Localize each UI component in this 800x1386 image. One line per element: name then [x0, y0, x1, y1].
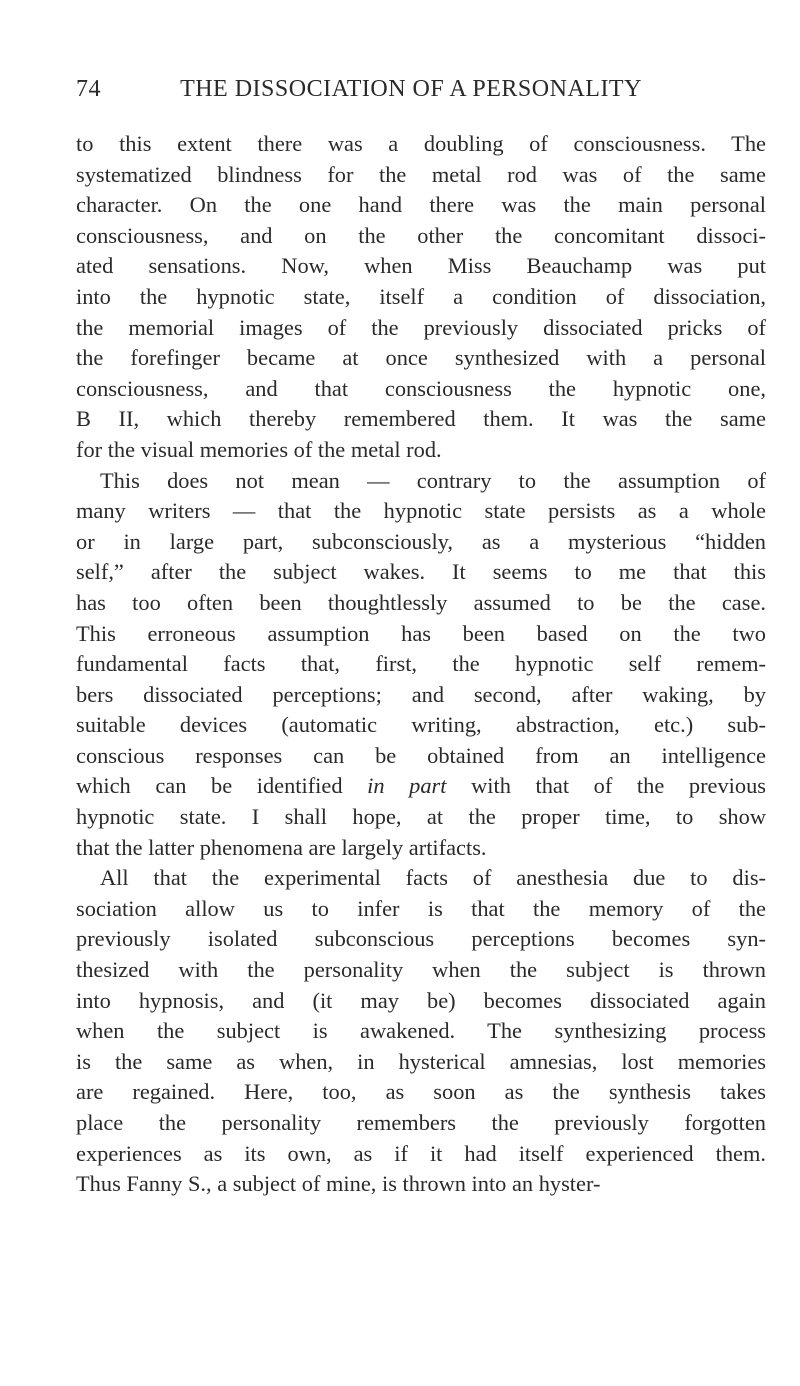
text-line: experiences as its own, as if it had itself experienced them.	[76, 1140, 766, 1166]
text-line: B II, which thereby remembered them. It was the same	[76, 406, 766, 432]
text-line: the forefinger became at once synthesized with a personal	[76, 345, 766, 371]
text-line: place the personality remembers the previously forgotten	[76, 1110, 766, 1135]
text-line: This erroneous assumption has been based on the two	[76, 620, 766, 646]
text-line: has too often been thoughtlessly assumed to be the case.	[76, 589, 766, 615]
text-line: sociation allow us to infer is that the memory of the	[76, 895, 766, 921]
running-head	[76, 76, 726, 106]
text-line: fundamental facts that, first, the hypnotic self remem-	[76, 651, 766, 677]
text-line: thesized with the personality when the subject is thrown	[76, 957, 766, 983]
text-line: hypnotic state. I shall hope, at the proper time, to show	[76, 804, 766, 830]
text-line	[76, 771, 766, 802]
text-line: are regained. Here, too, as soon as the synthesis takes	[76, 1079, 766, 1105]
text-segment: which can be identified	[76, 773, 368, 799]
text-line: ated sensations. Now, when Miss Beauchamp was put	[76, 253, 766, 279]
text-line: to this extent there was a doubling of consciousness. The	[76, 131, 766, 156]
text-line: suitable devices (automatic writing, abstraction, etc.) sub-	[76, 712, 766, 738]
body-text	[76, 129, 766, 1200]
text-line: This does not mean — contrary to the assumption of	[100, 467, 766, 493]
text-segment: with that of the previous	[446, 773, 766, 799]
text-line: that the latter phenomena are largely artifacts.	[76, 834, 487, 860]
text-line: or in large part, subconsciously, as a mysterious “hidden	[76, 528, 766, 554]
italic-emphasis: in part	[367, 773, 447, 799]
text-line: into hypnosis, and (it may be) becomes dissociated again	[76, 987, 766, 1013]
text-line: All that the experimental facts of anesthesia due to dis-	[100, 865, 766, 891]
text-line: for the visual memories of the metal rod.	[76, 436, 442, 462]
running-title: THE DISSOCIATION OF A PERSONALITY	[180, 76, 642, 102]
page-number: 74	[76, 76, 101, 102]
text-line: previously isolated subconscious perceptions becomes syn-	[76, 926, 766, 952]
text-line: self,” after the subject wakes. It seems to me that this	[76, 559, 766, 585]
text-line: into the hypnotic state, itself a condition of dissociation,	[76, 283, 766, 309]
text-line: consciousness, and on the other the concomitant dissoci-	[76, 222, 766, 248]
text-line: is the same as when, in hysterical amnesias, lost memories	[76, 1048, 766, 1074]
text-line: conscious responses can be obtained from an intelligence	[76, 742, 766, 768]
text-line: the memorial images of the previously dissociated pricks of	[76, 314, 766, 340]
text-line: Thus Fanny S., a subject of mine, is thrown into an hyster-	[76, 1171, 601, 1197]
text-line: consciousness, and that consciousness the hypnotic one,	[76, 375, 766, 401]
text-line: bers dissociated perceptions; and second, after waking, by	[76, 681, 766, 707]
text-line: many writers — that the hypnotic state persists as a whole	[76, 498, 766, 524]
text-line: when the subject is awakened. The synthesizing process	[76, 1018, 766, 1044]
text-line: systematized blindness for the metal rod was of the same	[76, 161, 766, 187]
text-line: character. On the one hand there was the main personal	[76, 192, 766, 218]
